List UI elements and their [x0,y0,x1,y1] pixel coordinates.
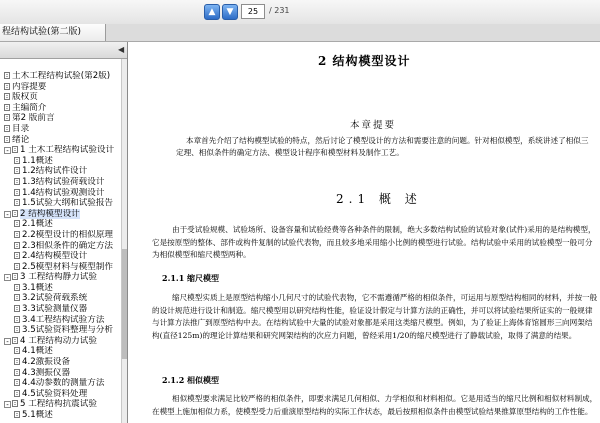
bookmark-label: 2.3相似条件的确定方法 [22,240,114,251]
bookmark-page-icon [14,347,20,354]
paragraph-scaled-model: 缩尺模型实质上是原型结构缩小几何尺寸的试验代表物，它不需遵循严格的相似条件，可运用与原型结构相同的材料，并按一般的设计规范进行设计和制造。缩尺模型用以研究结构性能，验证设计假定与计算方法的正确性，并可以将试验结果所证实的一般规律与计算方法推广到原型结构中去。在结构试验中大量的试验对象都是采用这类缩尺模型。例如，为了验证上海体育馆圆形三向网架结构(直径125m)的理论计算结果和研究网架结构的次应力问题，曾经采用1/20的缩尺模型进行了静载试验，取得了满意的结果。 [152,293,598,340]
collapse-sidebar-icon[interactable]: ◀ [118,45,125,54]
bookmark-label: 3.5试验资料整理与分析 [22,325,114,336]
bookmark-label: 第2 版前言 [12,113,55,124]
bookmark-page-icon [14,305,20,312]
sidebar-header [0,42,127,59]
expand-toggle-icon[interactable]: - [4,274,11,281]
page-total-label: / 231 [269,6,290,15]
bookmark-page-icon [14,411,20,418]
bookmark-label: 2.4结构模型设计 [22,251,88,262]
bookmark-item[interactable] [0,410,121,421]
bookmark-page-icon [14,231,20,238]
bookmark-label: 4.2激振设备 [22,357,71,368]
bookmark-label: 4.5试验资料处理 [22,388,88,399]
bookmark-page-icon [14,157,20,164]
up-arrow-icon: ▲ [208,7,216,17]
bookmark-page-icon [14,294,20,301]
bookmark-page-icon [4,136,10,143]
bookmark-page-icon [4,104,10,111]
bookmark-label: 4.3测振仪器 [22,367,71,378]
bookmark-item[interactable] [0,230,121,241]
sidebar-scrollbar[interactable] [121,59,128,423]
bookmark-label: 绪论 [12,134,30,145]
bookmark-item[interactable] [0,124,121,135]
bookmark-item[interactable] [0,389,121,400]
bookmark-page-icon [14,220,20,227]
bookmark-page-icon [12,210,18,217]
bookmark-label: 版权页 [12,92,38,103]
bookmark-page-icon [12,337,18,344]
bookmark-label: 5 工程结构抗震试验 [20,399,97,410]
bookmark-item[interactable] [0,262,121,273]
bookmark-item[interactable] [0,156,121,167]
bookmark-item[interactable] [0,293,121,304]
bookmark-label: 1 土木工程结构试验设计 [20,145,115,156]
chapter-title: 2 结构模型设计 [318,54,411,68]
expand-toggle-icon[interactable]: - [4,401,11,408]
bookmark-item[interactable] [0,113,121,124]
bookmark-item[interactable] [0,82,121,93]
bookmark-item[interactable] [0,188,121,199]
bookmark-item[interactable] [0,304,121,315]
page-number-input[interactable] [241,4,265,19]
bookmark-label: 1.5试验大纲和试验报告 [22,198,114,209]
bookmark-label: 1.3结构试验荷载设计 [22,176,105,187]
bookmark-item[interactable] [0,283,121,294]
bookmark-label: 主编简介 [12,102,47,113]
bookmark-page-icon [4,93,10,100]
bookmark-item[interactable] [0,103,121,114]
bookmark-label: 4 工程结构动力试验 [20,335,97,346]
bookmark-label: 5.1概述 [22,410,53,420]
bookmark-label: 4.1概述 [22,346,53,357]
bookmark-page-icon [14,178,20,185]
bookmark-label: 3.2试验荷载系统 [22,293,88,304]
document-page [128,42,600,423]
tab-strip [0,24,600,42]
bookmark-label: 2.2模型设计的相似原理 [22,229,114,240]
abstract-title: 本章提要 [350,120,397,131]
bookmark-tree [0,71,121,421]
bookmark-item[interactable] [0,135,121,146]
bookmark-item[interactable] [0,357,121,368]
bookmark-label: 2.1概述 [22,219,53,230]
bookmark-item[interactable] [0,378,121,389]
bookmark-page-icon [14,379,20,386]
bookmark-item[interactable] [0,241,121,252]
bookmark-page-icon [14,252,20,259]
bookmark-page-icon [4,83,10,90]
previous-page-button[interactable] [204,4,220,20]
bookmark-page-icon [14,326,20,333]
bookmark-label: 内容提要 [12,81,47,92]
toolbar [0,0,600,25]
bookmark-label: 2 结构模型设计 [20,208,80,219]
bookmark-item[interactable] [0,177,121,188]
bookmark-page-icon [14,189,20,196]
bookmark-label: 3 工程结构静力试验 [20,272,97,283]
bookmark-label: 1.4结构试验观测设计 [22,187,105,198]
bookmark-page-icon [14,316,20,323]
bookmark-label: 4.4动参数的测量方法 [22,378,105,389]
bookmark-label: 3.1概述 [22,282,53,293]
bookmark-item[interactable] [0,272,121,283]
bookmark-label: 1.2结构试件设计 [22,166,88,177]
section-title: 2.1 概 述 [336,192,422,206]
bookmark-page-icon [12,273,18,280]
bookmark-label: 目录 [12,123,30,134]
abstract-body: 本章首先介绍了结构模型试验的特点，然后讨论了模型设计的方法和需要注意的问题。针对相似模型，系统讲述了相似三定理、相似条件的确定方法、模型设计程序和模型材料及制作工艺。 [176,136,589,157]
bookmark-page-icon [4,125,10,132]
next-page-button[interactable] [222,4,238,20]
down-arrow-icon: ▼ [226,7,234,17]
bookmark-page-icon [12,146,18,153]
bookmark-label: 2.5模型材料与模型制作 [22,261,114,272]
bookmark-item[interactable] [0,219,121,230]
bookmark-page-icon [14,358,20,365]
bookmarks-sidebar [0,42,128,423]
bookmark-item[interactable] [0,368,121,379]
bookmark-item[interactable] [0,92,121,103]
bookmark-label: 土木工程结构试验(第2版) [12,71,111,81]
bookmark-item[interactable] [0,346,121,357]
bookmark-item[interactable] [0,71,121,82]
bookmark-item[interactable] [0,145,121,156]
bookmark-page-icon [14,284,20,291]
bookmark-page-icon [14,369,20,376]
bookmark-item[interactable] [0,166,121,177]
bookmark-item[interactable] [0,198,121,209]
bookmark-item[interactable] [0,336,121,347]
bookmark-item[interactable] [0,315,121,326]
subsection-title-2: 2.1.2 相似模型 [162,375,220,385]
bookmark-label: 3.4工程结构试验方法 [22,314,105,325]
bookmark-page-icon [4,114,10,121]
expand-toggle-icon[interactable]: - [4,338,11,345]
paragraph-intro: 由于受试验规模、试验场所、设备容量和试验经费等各种条件的限制，绝大多数结构试验的试验对象(试件)采用的是结构模型，它是按原型的整体、部件或构件复制的试验代表物，而且较多地采用缩小比例的模型进行试验。结构试验中采用的试验模型一般可分为相似模型和缩尺模型两种。 [152,225,596,259]
bookmark-item[interactable] [0,251,121,262]
subsection-title-1: 2.1.1 缩尺模型 [162,273,220,283]
bookmark-page-icon [14,242,20,249]
paragraph-similar-model: 相似模型要求满足比较严格的相似条件，即要求满足几何相似、力学相似和材料相似。它是用适当的缩尺比例和相似材料制成，在模型上施加相似力系，使模型受力后重演原型结构的实际工作状态，最后按照相似条件由模型试验结果推算原型结构的工作性能。 [152,394,598,416]
document-tab[interactable]: 程结构试验(第二版) [0,24,106,41]
bookmark-item[interactable] [0,209,121,220]
bookmark-item[interactable] [0,325,121,336]
bookmark-page-icon [14,167,20,174]
bookmark-page-icon [14,263,20,270]
bookmark-page-icon [12,400,18,407]
bookmark-item[interactable] [0,399,121,410]
bookmark-label: 1.1概述 [22,155,53,166]
bookmark-page-icon [4,72,10,79]
bookmark-page-icon [14,390,20,397]
bookmark-page-icon [14,199,20,206]
expand-toggle-icon[interactable]: - [4,147,11,154]
bookmark-label: 3.3试验测量仪器 [22,304,88,315]
expand-toggle-icon[interactable]: - [4,211,11,218]
